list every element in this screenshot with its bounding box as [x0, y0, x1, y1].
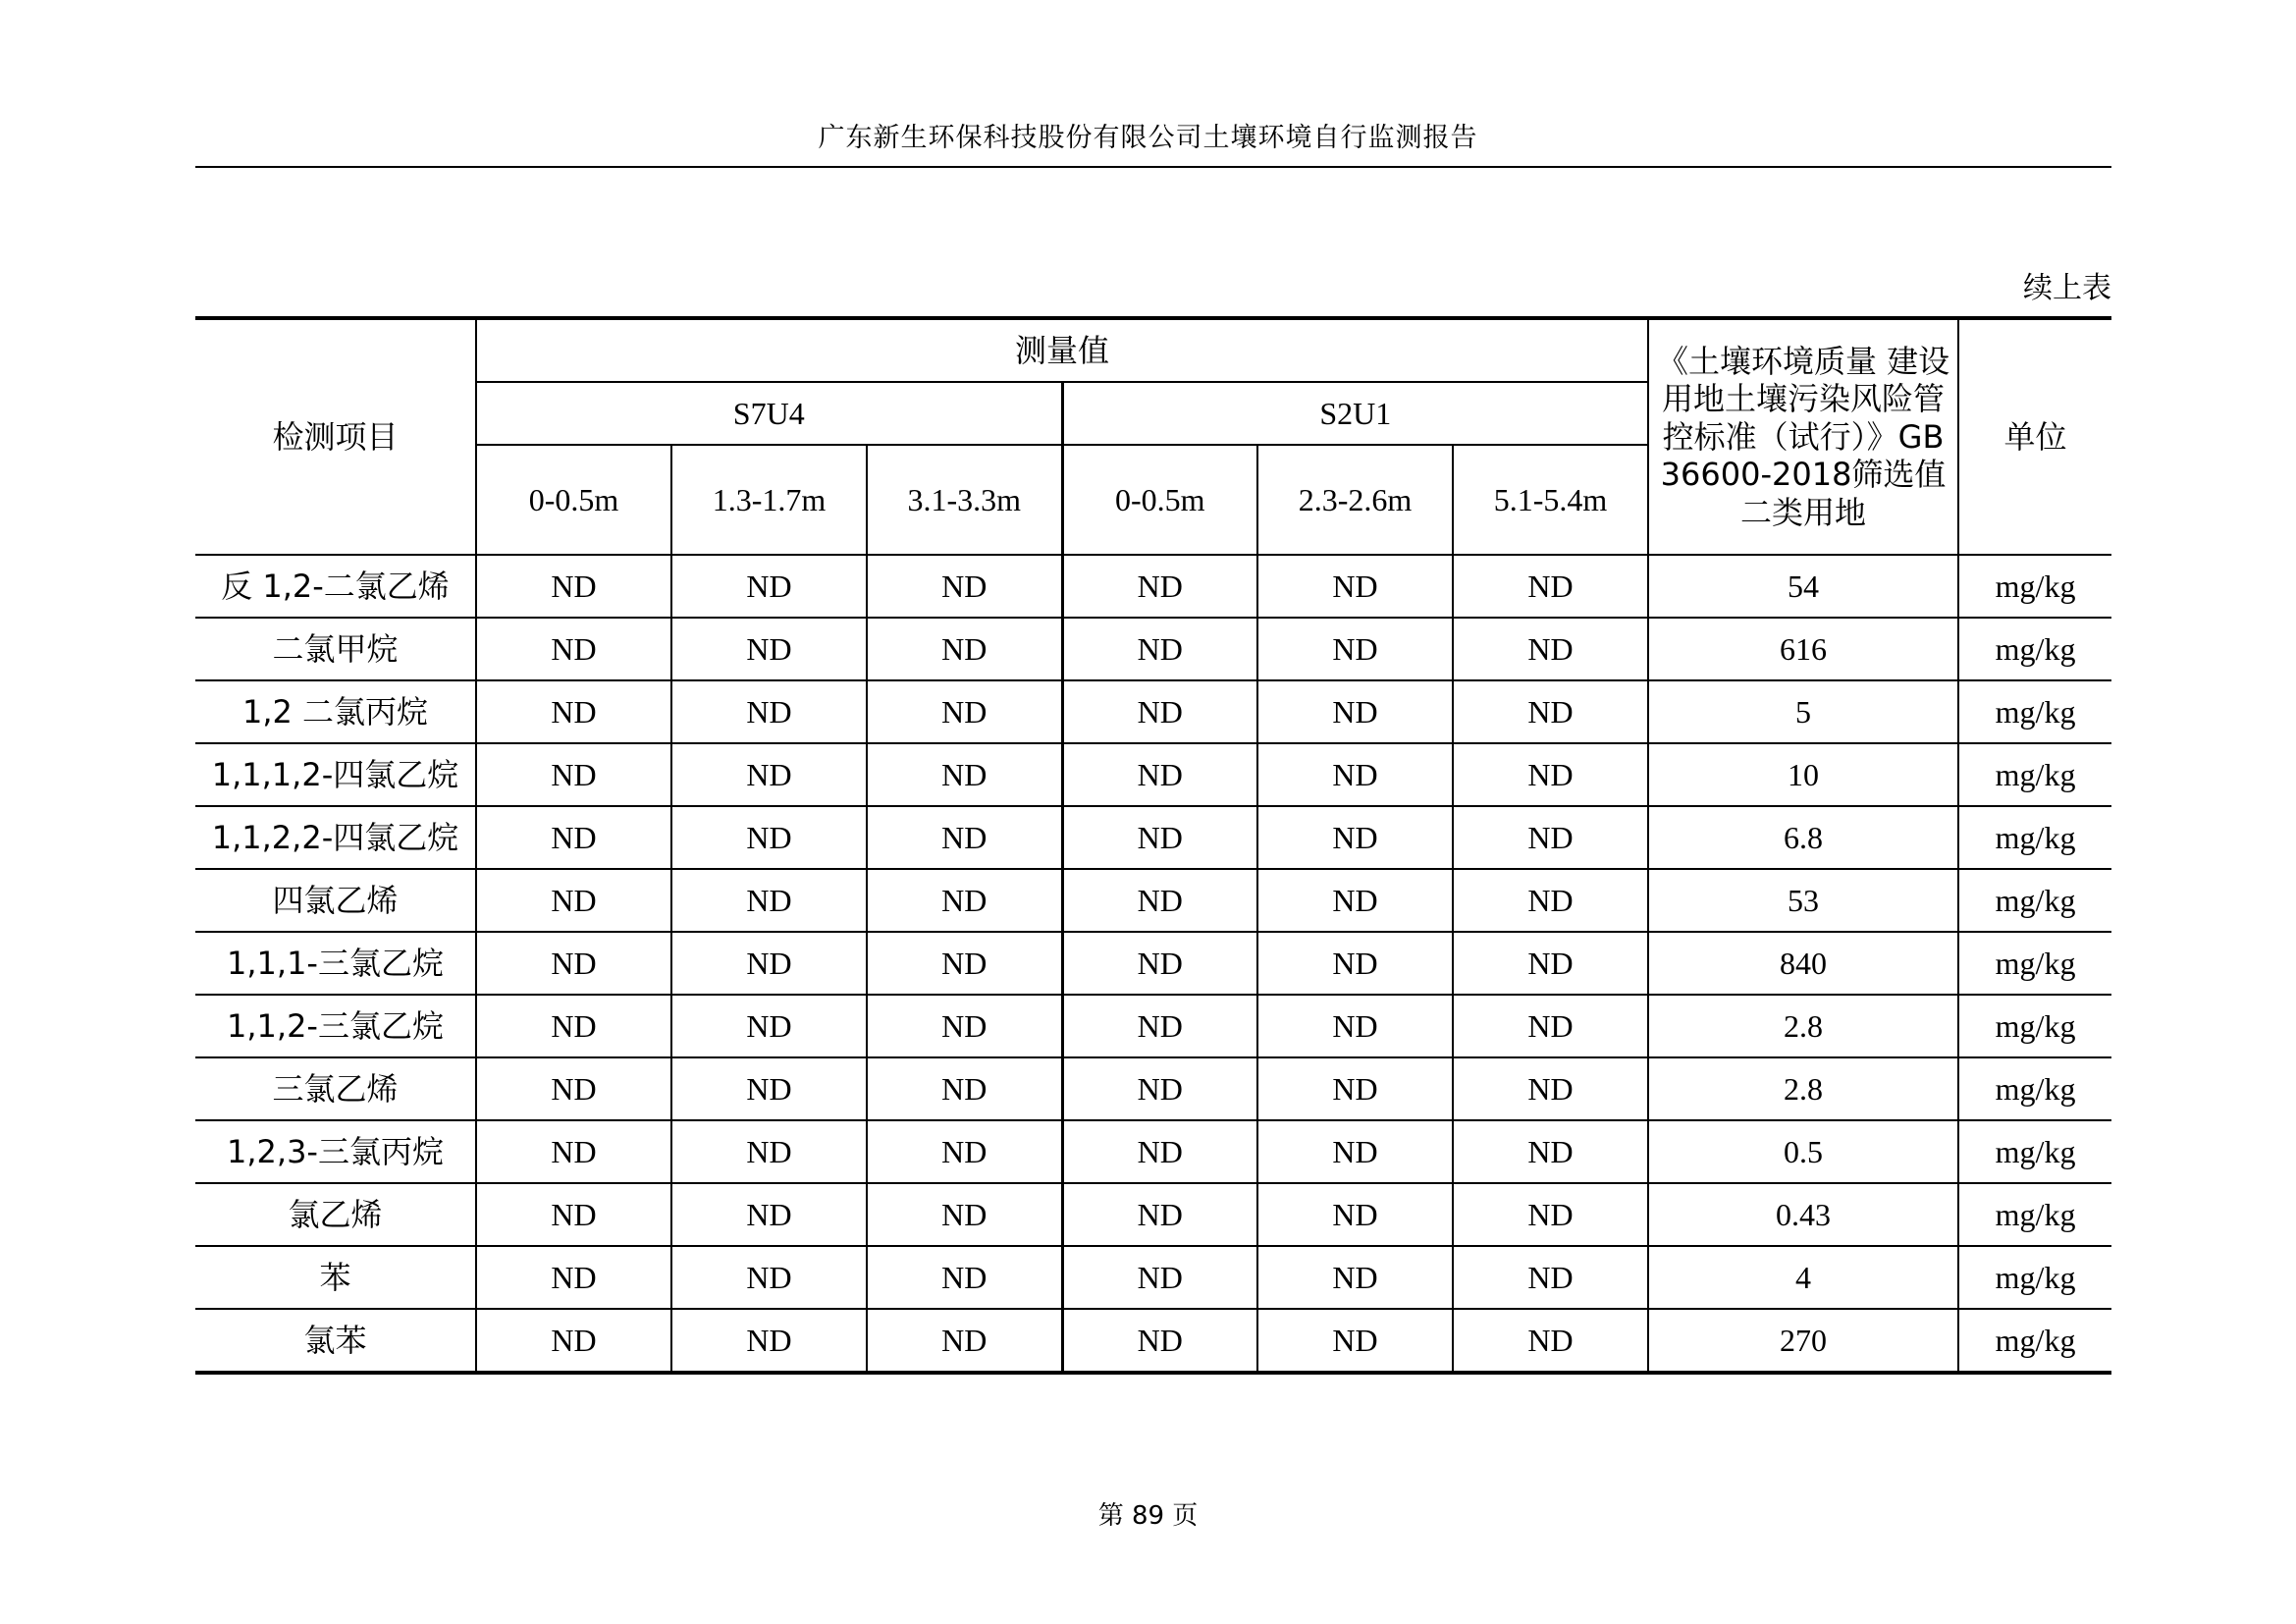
measured-value-cell: ND: [476, 1120, 671, 1183]
measured-value-cell: ND: [1453, 1057, 1648, 1120]
measured-value-cell: ND: [1453, 869, 1648, 932]
standard-value-cell: 840: [1648, 932, 1958, 995]
measured-value-cell: ND: [1257, 1057, 1453, 1120]
depth-header: 2.3-2.6m: [1257, 445, 1453, 555]
test-item-cell: 1,1,1,2-四氯乙烷: [195, 743, 476, 806]
measured-value-cell: ND: [1062, 1183, 1257, 1246]
table-row: [195, 1183, 2111, 1246]
measured-value-cell: ND: [671, 1183, 867, 1246]
measured-value-cell: ND: [1257, 1309, 1453, 1373]
measured-value-cell: ND: [671, 1246, 867, 1309]
unit-cell: mg/kg: [1958, 1120, 2111, 1183]
measured-value-cell: ND: [1062, 932, 1257, 995]
measured-value-cell: ND: [1453, 1183, 1648, 1246]
measured-value-cell: ND: [671, 1057, 867, 1120]
standard-value-cell: 0.43: [1648, 1183, 1958, 1246]
table-row: [195, 555, 2111, 618]
measured-value-cell: ND: [867, 1057, 1062, 1120]
test-item-cell: 1,2 二氯丙烷: [195, 680, 476, 743]
measured-value-cell: ND: [476, 869, 671, 932]
measured-value-cell: ND: [671, 995, 867, 1057]
table-row: [195, 1120, 2111, 1183]
measured-value-cell: ND: [671, 680, 867, 743]
standard-value-cell: 2.8: [1648, 1057, 1958, 1120]
test-item-cell: 1,2,3-三氯丙烷: [195, 1120, 476, 1183]
measured-value-cell: ND: [1257, 869, 1453, 932]
measured-value-cell: ND: [671, 806, 867, 869]
depth-header: 3.1-3.3m: [867, 445, 1062, 555]
unit-cell: mg/kg: [1958, 1183, 2111, 1246]
measured-value-cell: ND: [1062, 869, 1257, 932]
test-item-cell: 三氯乙烯: [195, 1057, 476, 1120]
column-header-item: 检测项目: [195, 318, 476, 555]
measured-value-cell: ND: [476, 1183, 671, 1246]
table-row: [195, 806, 2111, 869]
measured-value-cell: ND: [867, 743, 1062, 806]
depth-header: 5.1-5.4m: [1453, 445, 1648, 555]
measured-value-cell: ND: [476, 555, 671, 618]
measured-value-cell: ND: [867, 932, 1062, 995]
test-item-cell: 1,1,2-三氯乙烷: [195, 995, 476, 1057]
measured-value-cell: ND: [1062, 680, 1257, 743]
measured-value-cell: ND: [1062, 555, 1257, 618]
table-row: [195, 1057, 2111, 1120]
standard-value-cell: 6.8: [1648, 806, 1958, 869]
table-row: [195, 618, 2111, 680]
unit-cell: mg/kg: [1958, 1057, 2111, 1120]
unit-cell: mg/kg: [1958, 1246, 2111, 1309]
table-row: [195, 743, 2111, 806]
measured-value-cell: ND: [671, 618, 867, 680]
measured-value-cell: ND: [476, 743, 671, 806]
measured-value-cell: ND: [671, 743, 867, 806]
test-item-cell: 苯: [195, 1246, 476, 1309]
unit-cell: mg/kg: [1958, 806, 2111, 869]
column-header-measured: 测量值: [476, 318, 1648, 382]
site-header-s7u4: S7U4: [476, 382, 1062, 445]
measured-value-cell: ND: [1257, 1183, 1453, 1246]
unit-cell: mg/kg: [1958, 618, 2111, 680]
measured-value-cell: ND: [1453, 680, 1648, 743]
measured-value-cell: ND: [1257, 932, 1453, 995]
column-header-standard: 《土壤环境质量 建设用地土壤污染风险管控标准（试行）》GB 36600-2018筛选值二类用地: [1648, 318, 1958, 555]
measured-value-cell: ND: [671, 1309, 867, 1373]
test-item-cell: 二氯甲烷: [195, 618, 476, 680]
table-row: [195, 1309, 2111, 1373]
standard-value-cell: 2.8: [1648, 995, 1958, 1057]
measured-value-cell: ND: [867, 618, 1062, 680]
measured-value-cell: ND: [867, 806, 1062, 869]
test-item-cell: 氯苯: [195, 1309, 476, 1373]
measured-value-cell: ND: [1062, 1057, 1257, 1120]
report-header-title: 广东新生环保科技股份有限公司土壤环境自行监测报告: [818, 123, 1478, 153]
unit-cell: mg/kg: [1958, 680, 2111, 743]
measured-value-cell: ND: [1257, 1246, 1453, 1309]
table-row: [195, 1246, 2111, 1309]
measured-value-cell: ND: [476, 1057, 671, 1120]
measured-value-cell: ND: [1062, 995, 1257, 1057]
measured-value-cell: ND: [1257, 618, 1453, 680]
measured-value-cell: ND: [867, 1246, 1062, 1309]
measured-value-cell: ND: [476, 618, 671, 680]
table-row: [195, 869, 2111, 932]
test-item-cell: 1,1,1-三氯乙烷: [195, 932, 476, 995]
monitoring-results-table: [195, 316, 2111, 1375]
column-header-unit: 单位: [1958, 318, 2111, 555]
continued-table-label: 续上表: [2023, 271, 2111, 305]
measured-value-cell: ND: [476, 1309, 671, 1373]
measured-value-cell: ND: [1257, 995, 1453, 1057]
measured-value-cell: ND: [671, 555, 867, 618]
site-header-s2u1: S2U1: [1062, 382, 1648, 445]
measured-value-cell: ND: [1062, 618, 1257, 680]
standard-value-cell: 0.5: [1648, 1120, 1958, 1183]
standard-value-cell: 270: [1648, 1309, 1958, 1373]
measured-value-cell: ND: [476, 806, 671, 869]
page-number: 第 89 页: [1097, 1501, 1199, 1531]
measured-value-cell: ND: [1062, 743, 1257, 806]
unit-cell: mg/kg: [1958, 995, 2111, 1057]
depth-header: 1.3-1.7m: [671, 445, 867, 555]
measured-value-cell: ND: [867, 1183, 1062, 1246]
measured-value-cell: ND: [1257, 680, 1453, 743]
test-item-cell: 反 1,2-二氯乙烯: [195, 555, 476, 618]
measured-value-cell: ND: [476, 995, 671, 1057]
measured-value-cell: ND: [1453, 932, 1648, 995]
measured-value-cell: ND: [671, 869, 867, 932]
measured-value-cell: ND: [867, 555, 1062, 618]
unit-cell: mg/kg: [1958, 555, 2111, 618]
measured-value-cell: ND: [1453, 618, 1648, 680]
standard-value-cell: 616: [1648, 618, 1958, 680]
test-item-cell: 四氯乙烯: [195, 869, 476, 932]
standard-value-cell: 5: [1648, 680, 1958, 743]
measured-value-cell: ND: [476, 680, 671, 743]
measured-value-cell: ND: [867, 869, 1062, 932]
table-row: [195, 995, 2111, 1057]
measured-value-cell: ND: [1453, 995, 1648, 1057]
unit-cell: mg/kg: [1958, 932, 2111, 995]
measured-value-cell: ND: [1257, 1120, 1453, 1183]
measured-value-cell: ND: [867, 995, 1062, 1057]
measured-value-cell: ND: [867, 680, 1062, 743]
measured-value-cell: ND: [1257, 743, 1453, 806]
measured-value-cell: ND: [476, 1246, 671, 1309]
unit-cell: mg/kg: [1958, 869, 2111, 932]
measured-value-cell: ND: [1257, 806, 1453, 869]
test-item-cell: 氯乙烯: [195, 1183, 476, 1246]
measured-value-cell: ND: [1453, 555, 1648, 618]
measured-value-cell: ND: [867, 1120, 1062, 1183]
measured-value-cell: ND: [1453, 1309, 1648, 1373]
measured-value-cell: ND: [1062, 1309, 1257, 1373]
measured-value-cell: ND: [1257, 555, 1453, 618]
measured-value-cell: ND: [1062, 1246, 1257, 1309]
header-divider: [195, 166, 2111, 168]
measured-value-cell: ND: [867, 1309, 1062, 1373]
test-item-cell: 1,1,2,2-四氯乙烷: [195, 806, 476, 869]
standard-value-cell: 10: [1648, 743, 1958, 806]
measured-value-cell: ND: [1453, 806, 1648, 869]
unit-cell: mg/kg: [1958, 743, 2111, 806]
measured-value-cell: ND: [1062, 806, 1257, 869]
measured-value-cell: ND: [671, 1120, 867, 1183]
depth-header: 0-0.5m: [476, 445, 671, 555]
measured-value-cell: ND: [476, 932, 671, 995]
depth-header: 0-0.5m: [1062, 445, 1257, 555]
measured-value-cell: ND: [1453, 1246, 1648, 1309]
measured-value-cell: ND: [1062, 1120, 1257, 1183]
table-row: [195, 680, 2111, 743]
unit-cell: mg/kg: [1958, 1309, 2111, 1373]
measured-value-cell: ND: [1453, 1120, 1648, 1183]
standard-value-cell: 54: [1648, 555, 1958, 618]
table-row: [195, 932, 2111, 995]
standard-value-cell: 53: [1648, 869, 1958, 932]
measured-value-cell: ND: [1453, 743, 1648, 806]
measured-value-cell: ND: [671, 932, 867, 995]
standard-value-cell: 4: [1648, 1246, 1958, 1309]
